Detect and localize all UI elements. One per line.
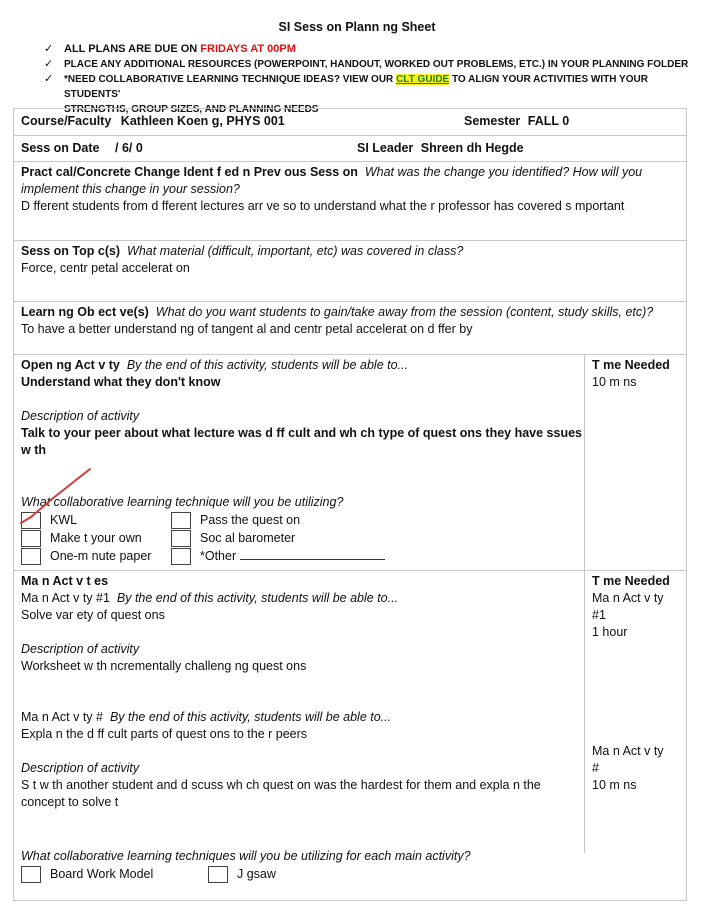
- opening-description[interactable]: Talk to your peer about what lecture was d ff cult and wh ch type of quest ons they have ssues: [21, 426, 582, 440]
- option-label: KWL: [50, 513, 78, 527]
- option-label: Soc al barometer: [200, 531, 296, 545]
- checkmark-icon: ✓: [44, 43, 54, 55]
- practical-change-prompt: What was the change you identified? How will you: [364, 165, 643, 179]
- option-board-work-model[interactable]: [21, 866, 153, 883]
- row-course: [14, 109, 686, 136]
- due-time: FRIDAYS AT 00PM: [200, 43, 296, 55]
- red-checkmark-annotation: [14, 455, 104, 525]
- clt-guide-link[interactable]: CLT GUIDE: [396, 74, 450, 85]
- activity-2-label: Ma n Act v ty #: [21, 710, 103, 724]
- instruction-clt-text: *NEED COLLABORATIVE LEARNING TECHNIQUE IDEAS? VIEW OUR: [64, 74, 397, 85]
- instruction-clt-text-2: TO ALIGN YOUR ACTIVITIES WITH YOUR STUDENTS': [64, 74, 648, 100]
- opening-description-label: Description of activity: [21, 409, 140, 423]
- option-social-barometer[interactable]: [171, 530, 295, 547]
- instruction-clt-text-3: STRENGTHS, GROUP SIZES, AND PLANNING NEEDS: [64, 104, 319, 115]
- option-label: One-m nute paper: [50, 549, 152, 563]
- objectives-prompt: What do you want students to gain/take away from the session (content, study skills, etc)?: [155, 305, 654, 319]
- session-date-label: Sess on Date: [21, 141, 100, 155]
- si-leader-value[interactable]: Shreen dh Hegde: [420, 141, 524, 155]
- opening-activity-goal[interactable]: Understand what they don't know: [21, 375, 221, 389]
- objectives-label: Learn ng Ob ect ve(s): [21, 305, 149, 319]
- main-activities-section: [14, 573, 584, 811]
- activity-2-description-label: Description of activity: [21, 761, 140, 775]
- instruction-due: [44, 41, 704, 57]
- row-topics: [14, 241, 686, 302]
- row-objectives: [14, 302, 686, 355]
- course-value[interactable]: Kathleen Koen g, PHYS 001: [120, 114, 285, 128]
- page-title: SI Sess on Plann ng Sheet: [278, 20, 436, 34]
- opening-time-value[interactable]: 10 m ns: [592, 375, 637, 389]
- checkmark-icon: ✓: [44, 73, 54, 85]
- activity-1-goal[interactable]: Solve var ety of quest ons: [21, 608, 165, 622]
- technique-prompt: What collaborative learning technique will you be utilizing?: [21, 495, 344, 509]
- option-label: J gsaw: [237, 867, 276, 881]
- semester-field: [457, 113, 576, 130]
- row-opening-activity: [14, 355, 686, 571]
- time-activity-1-value[interactable]: 1 hour: [592, 625, 628, 639]
- option-label: Make t your own: [50, 531, 142, 545]
- activity-1-description-label: Description of activity: [21, 642, 140, 656]
- option-make-it-your-own[interactable]: [21, 530, 142, 547]
- time-activity-1-label: Ma n Act v ty: [592, 591, 664, 605]
- instruction-resources: [44, 57, 704, 72]
- activity-2-goal[interactable]: Expla n the d ff cult parts of quest ons to the r peers: [21, 727, 308, 741]
- opening-description-2[interactable]: w th: [21, 443, 46, 457]
- si-leader-field: [350, 140, 531, 157]
- main-time-label: T me Needed: [592, 574, 670, 588]
- activity-2-description[interactable]: S t w th another student and d scuss wh ch quest on was the hardest for them and expla n the: [21, 778, 541, 792]
- session-date-value[interactable]: / 6/ 0: [115, 141, 143, 155]
- activity-1-label: Ma n Act v ty #1: [21, 591, 110, 605]
- si-leader-label: SI Leader: [357, 141, 414, 155]
- semester-label: Semester: [464, 114, 521, 128]
- time-activity-2-label: Ma n Act v ty: [592, 744, 664, 758]
- objectives-section: [14, 304, 686, 338]
- techniques-prompt: What collaborative learning techniques will you be utilizing for each main activity?: [21, 849, 471, 863]
- option-label: Board Work Model: [50, 867, 154, 881]
- option-pass-the-question[interactable]: [171, 512, 300, 529]
- checkbox[interactable]: [21, 530, 41, 547]
- option-label: *Other: [200, 549, 237, 563]
- semester-value[interactable]: FALL 0: [527, 114, 570, 128]
- topics-answer[interactable]: Force, centr petal accelerat on: [21, 261, 190, 275]
- topics-section: [14, 243, 686, 277]
- opening-activity-label: Open ng Act v ty: [21, 358, 120, 372]
- main-time-cell: [585, 573, 686, 794]
- main-activities-label: Ma n Act v t es: [21, 574, 109, 588]
- instructions-list: [44, 41, 704, 117]
- activity-2-description-2[interactable]: concept to solve t: [21, 795, 119, 809]
- option-jigsaw[interactable]: [208, 866, 276, 883]
- activity-1-prompt: By the end of this activity, students will be able to...: [116, 591, 399, 605]
- opening-time-cell: [585, 357, 686, 391]
- topics-label: Sess on Top c(s): [21, 244, 121, 258]
- instruction-resources-text: PLACE ANY ADDITIONAL RESOURCES (POWERPOINT, HANDOUT, WORKED OUT PROBLEMS, ETC.) IN YOUR PLANNING FOLDER: [64, 59, 689, 70]
- opening-activity-prompt: By the end of this activity, students will be able to...: [126, 358, 408, 372]
- time-activity-1-number: #1: [592, 608, 606, 622]
- opening-activity-section: [14, 357, 584, 459]
- checkbox[interactable]: [171, 548, 191, 565]
- practical-change-answer[interactable]: D fferent students from d fferent lectures arr ve so to understand what the r professor has covered s mportant: [21, 199, 625, 213]
- opening-time-label: T me Needed: [592, 358, 670, 372]
- option-other[interactable]: [171, 548, 385, 565]
- topics-prompt: What material (difficult, important, etc) was covered in class?: [127, 244, 464, 258]
- checkmark-icon: ✓: [44, 58, 54, 70]
- activity-1-description[interactable]: Worksheet w th ncrementally challeng ng quest ons: [21, 659, 307, 673]
- practical-change-section: [14, 164, 686, 215]
- activity-2-prompt: By the end of this activity, students will be able to...: [109, 710, 392, 724]
- row-practical-change: [14, 162, 686, 241]
- course-label: Course/Faculty: [21, 114, 112, 128]
- objectives-answer[interactable]: To have a better understand ng of tangent al and centr petal accelerat on d ffer by: [21, 322, 473, 336]
- checkbox[interactable]: [171, 530, 191, 547]
- time-activity-2-value[interactable]: 10 m ns: [592, 778, 637, 792]
- option-one-minute-paper[interactable]: [21, 548, 151, 565]
- option-label: Pass the quest on: [200, 513, 301, 527]
- other-blank-field[interactable]: [240, 548, 385, 560]
- checkbox[interactable]: [208, 866, 228, 883]
- checkbox[interactable]: [171, 512, 191, 529]
- checkbox[interactable]: [21, 548, 41, 565]
- time-activity-2-number: #: [592, 761, 599, 775]
- course-field: [14, 113, 292, 130]
- practical-change-prompt-2: implement this change in your session?: [21, 182, 240, 196]
- practical-change-label: Pract cal/Concrete Change Ident f ed n Prev ous Sess on: [21, 165, 358, 179]
- checkbox[interactable]: [21, 866, 41, 883]
- row-date: [14, 136, 686, 162]
- instruction-due-text: ALL PLANS ARE DUE ON: [64, 43, 201, 55]
- planning-form: [13, 108, 687, 901]
- session-date-field: [14, 140, 150, 157]
